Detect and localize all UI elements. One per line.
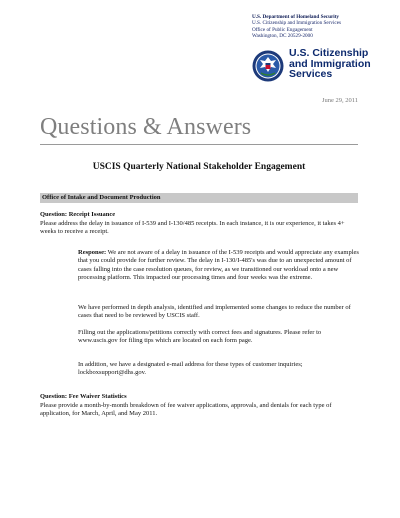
agency-line-department: U.S. Department of Homeland Security — [252, 14, 340, 20]
section-heading: Office of Intake and Document Production — [40, 193, 358, 203]
question-2-text: Please provide a month-by-month breakdown of fee waiver applications, approvals, and denials for each type of application, for March, April, and May 2011. — [40, 402, 332, 418]
question-1-text: Please address the delay in issuance of I-539 and I-130/485 receipts. In each instance, it is our experience, it takes 4+ weeks to receive a receipt. — [40, 220, 345, 236]
logo-line-1: U.S. Citizenship — [289, 47, 369, 59]
logo-line-2: and Immigration — [289, 57, 371, 70]
question-1-label: Question: Receipt Issuance — [40, 211, 116, 218]
document-date: June 29, 2011 — [321, 97, 358, 104]
agency-address-block — [252, 14, 341, 40]
agency-line-office: Office of Public Engagement — [252, 26, 313, 33]
agency-line-uscis: U.S. Citizenship and Immigration Services — [252, 20, 342, 27]
page-subtitle: USCIS Quarterly National Stakeholder Engagement — [92, 162, 306, 172]
response-1-paragraph — [78, 249, 360, 283]
question-2-label: Question: Fee Waiver Statistics — [40, 393, 127, 400]
response-1-paragraph-4: In addition, we have a designated e-mail address for these types of customer inquiries; lockboxsupport@dhs.gov. — [78, 361, 303, 377]
response-label: Response: — [78, 249, 107, 256]
page-title: Questions & Answers — [40, 114, 252, 140]
dhs-seal-icon — [252, 50, 284, 82]
response-1-text: We are not aware of a delay in issuance of the I-539 receipts and would appreciate any examples that you could provide for further review. The delay in I-130/I-485's was due to an unexpected amount of cases falling into the case resolution queues, for review, as we transitioned our workload onto a new processing platform. This impacted our processing times and four weeks was the extreme. — [78, 249, 359, 282]
title-divider — [40, 144, 358, 145]
response-1-paragraph-3: Filling out the applications/petitions correctly with correct fees and signatures. Please refer to www.uscis.gov for filing tips which are located on each form page. — [78, 329, 322, 345]
uscis-logo-wordmark — [289, 48, 371, 80]
logo-line-3: Services — [289, 68, 333, 80]
response-1-paragraph-2: We have performed in depth analysis, identified and implemented some changes to reduce the number of cases that need to be reviewed by USCIS staff. — [78, 304, 351, 320]
agency-line-address: Washington, DC 20529-2000 — [252, 33, 313, 40]
